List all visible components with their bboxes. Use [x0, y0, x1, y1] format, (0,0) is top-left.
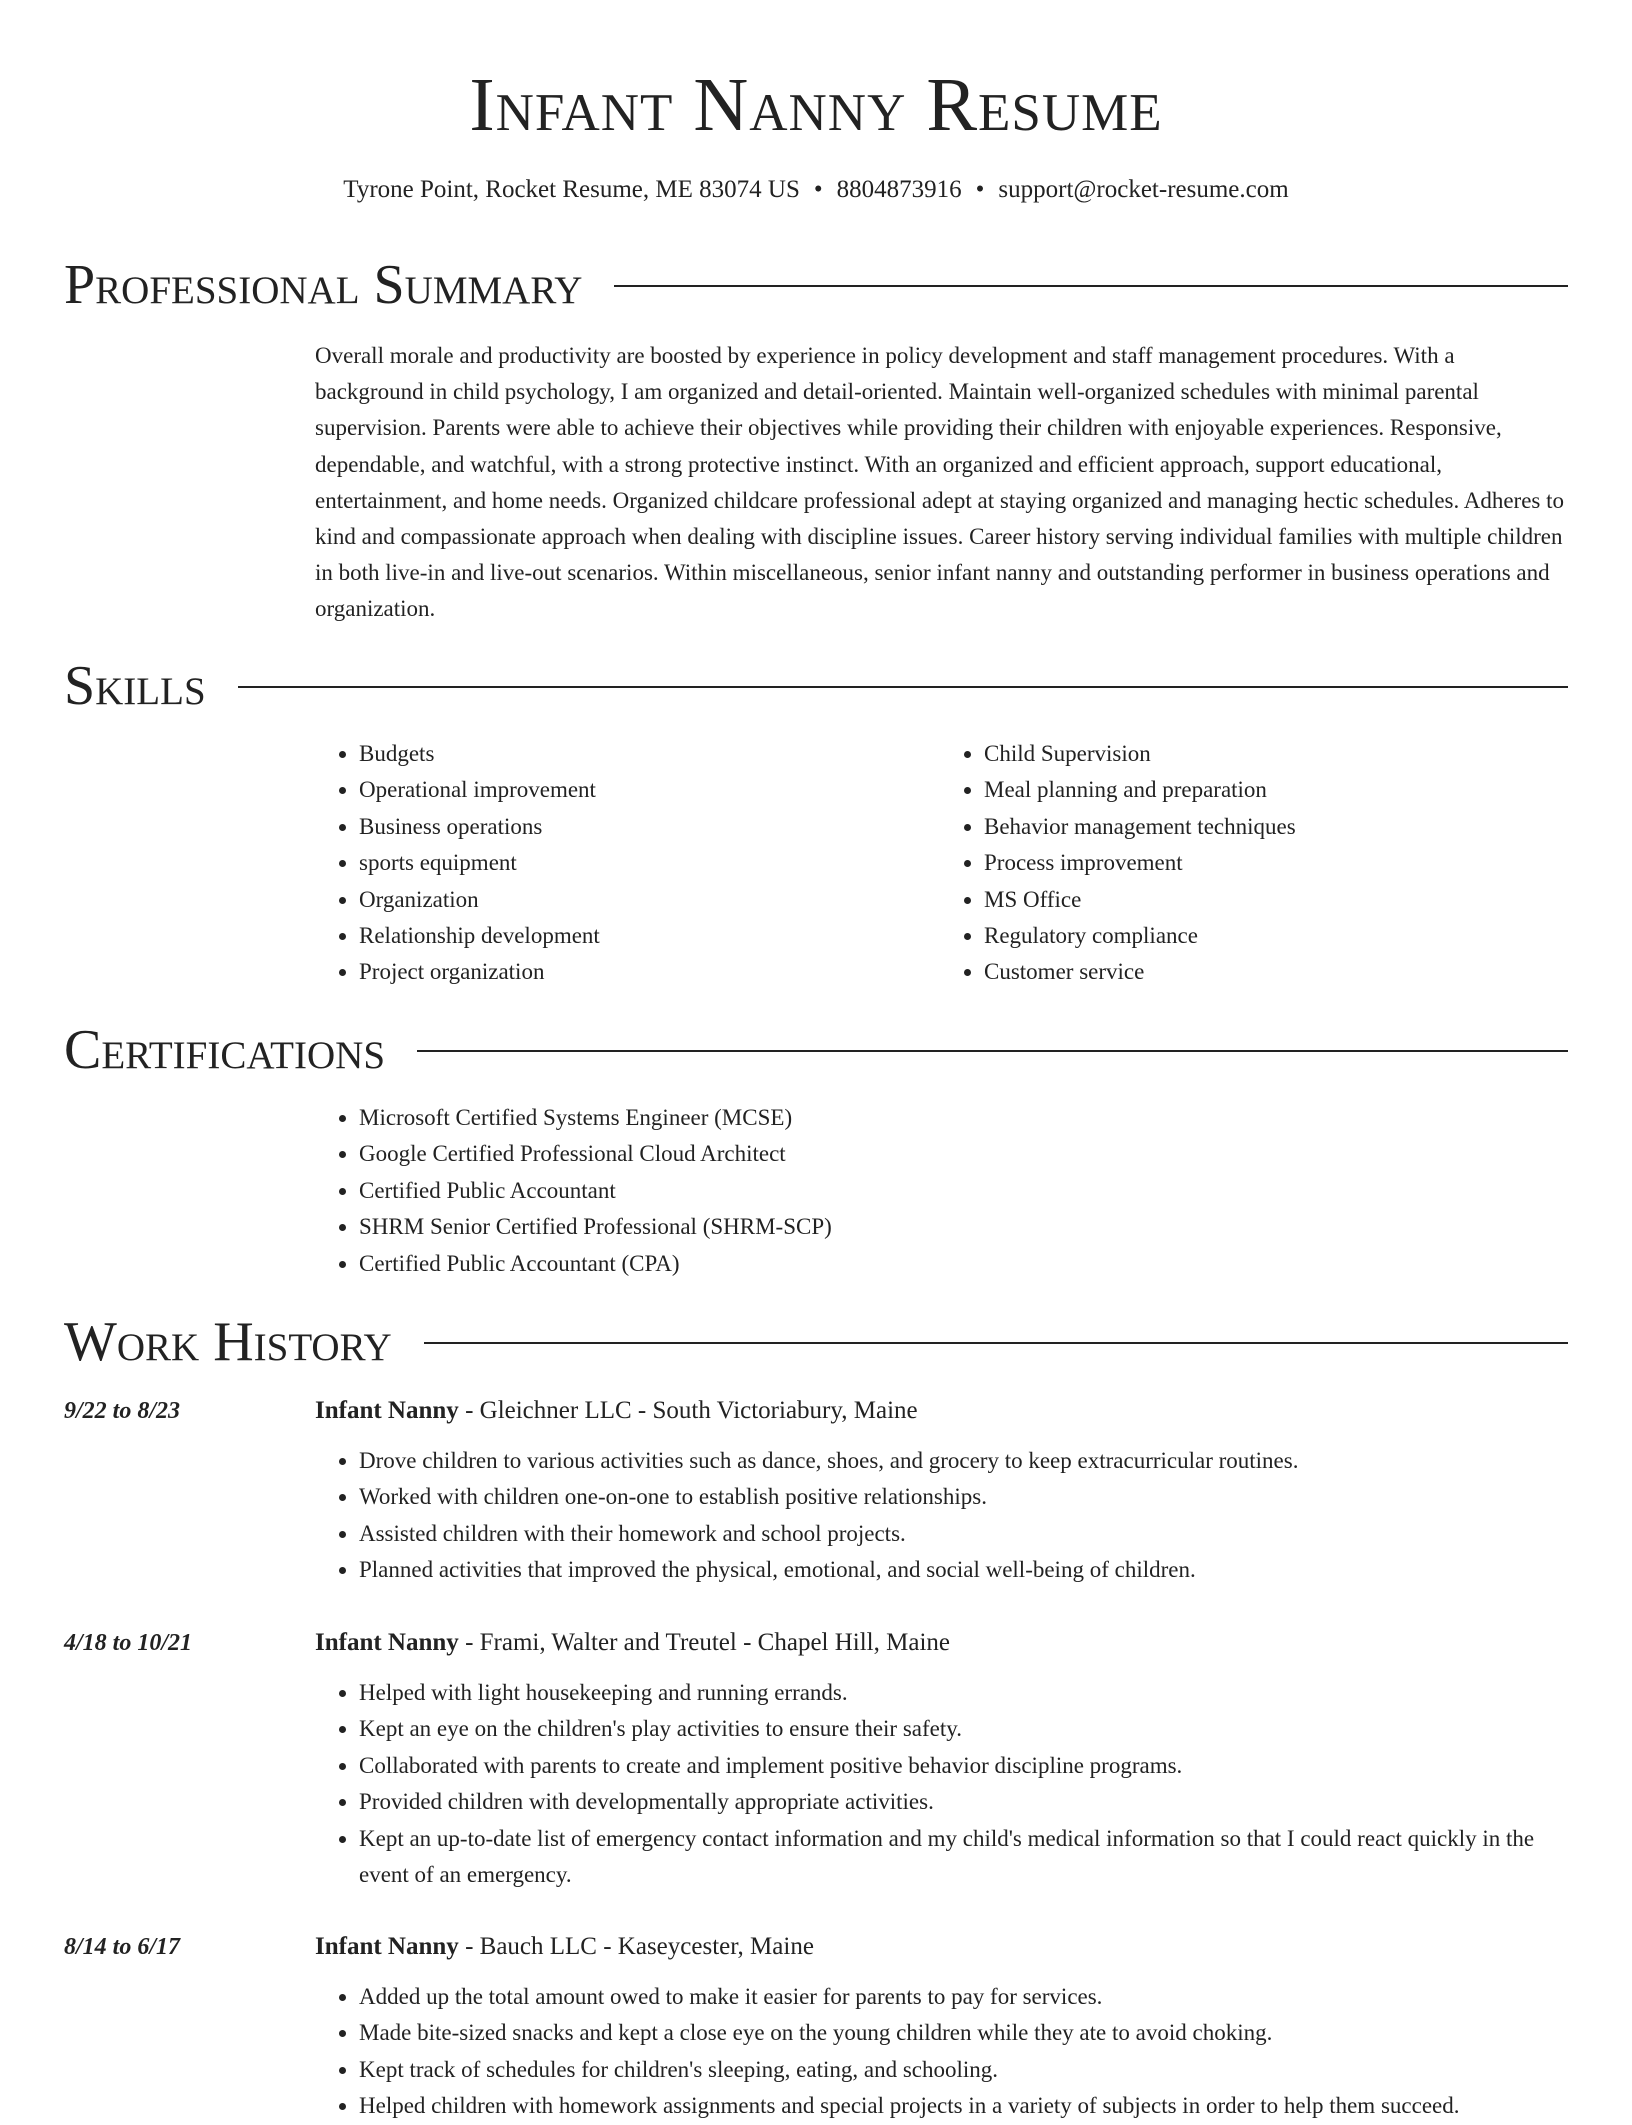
- skill-item: • sports equipment: [359, 845, 940, 881]
- certification-item: • Certified Public Accountant: [359, 1173, 1565, 1209]
- job-header: [64, 1929, 1568, 1965]
- section-divider: [238, 686, 1568, 688]
- skill-item: • Relationship development: [359, 918, 940, 954]
- job-title: Infant Nanny: [315, 1933, 459, 1960]
- job-duties-list: [315, 1675, 1568, 1893]
- certification-item: • Certified Public Accountant (CPA): [359, 1246, 1565, 1282]
- contact-separator: •: [813, 176, 823, 203]
- resume-title: Infant Nanny Resume: [469, 63, 1163, 147]
- job-title-line: [315, 1929, 814, 1965]
- job-duty: • Kept an eye on the children's play activities to ensure their safety.: [359, 1711, 1568, 1747]
- contact-separator: •: [975, 176, 985, 203]
- job-employer: - Bauch LLC - Kaseycester, Maine: [458, 1933, 814, 1960]
- contact-address: Tyrone Point, Rocket Resume, ME 83074 US: [343, 176, 800, 203]
- certifications-list: [315, 1100, 1565, 1282]
- job-header: [64, 1625, 1568, 1661]
- job-duties-list: [315, 1443, 1568, 1589]
- work-history-heading: Work History: [64, 1311, 392, 1373]
- job-duty: • Worked with children one-on-one to establish positive relationships.: [359, 1479, 1568, 1515]
- skill-item: • Business operations: [359, 809, 940, 845]
- job-duty: • Helped children with homework assignments and special projects in a variety of subjects in order to help them succeed.: [359, 2088, 1568, 2124]
- skill-item: • Project organization: [359, 954, 940, 990]
- skill-item: • Customer service: [984, 954, 1565, 990]
- certifications-section-header: [64, 1018, 1568, 1082]
- job-duty: • Provided children with developmentally appropriate activities.: [359, 1784, 1568, 1820]
- job-employer: - Gleichner LLC - South Victoriabury, Maine: [458, 1397, 918, 1424]
- job-duty: • Made bite-sized snacks and kept a close eye on the young children while they ate to avoid choking.: [359, 2015, 1568, 2051]
- job-header: [64, 1393, 1568, 1429]
- section-divider: [424, 1342, 1568, 1344]
- job-bullets: [315, 1675, 1568, 1893]
- job-employer: - Frami, Walter and Treutel - Chapel Hill, Maine: [458, 1629, 950, 1656]
- certifications-block: [315, 1100, 1565, 1282]
- skill-item: • Process improvement: [984, 845, 1565, 881]
- summary-heading: Professional Summary: [64, 254, 583, 316]
- skill-item: • Child Supervision: [984, 736, 1565, 772]
- job-title: Infant Nanny: [315, 1397, 459, 1424]
- skill-item: • Budgets: [359, 736, 940, 772]
- job-duty: • Collaborated with parents to create and implement positive behavior discipline programs.: [359, 1748, 1568, 1784]
- job-entry: [64, 1393, 1568, 1583]
- job-duties-list: [315, 1979, 1568, 2125]
- job-dates: 9/22 to 8/23: [64, 1398, 181, 1424]
- job-duty: • Helped with light housekeeping and running errands.: [359, 1675, 1568, 1711]
- skill-item: • MS Office: [984, 882, 1565, 918]
- job-duty: • Kept track of schedules for children's sleeping, eating, and schooling.: [359, 2052, 1568, 2088]
- job-bullets: [315, 1979, 1568, 2125]
- job-duty: • Drove children to various activities such as dance, shoes, and grocery to keep extracurricular routines.: [359, 1443, 1568, 1479]
- skills-columns: [315, 736, 1565, 991]
- job-duty: • Planned activities that improved the physical, emotional, and social well-being of children.: [359, 1552, 1568, 1588]
- job-entry: [64, 1929, 1568, 2119]
- job-dates: 8/14 to 6/17: [64, 1934, 181, 1960]
- job-title-line: [315, 1625, 950, 1661]
- contact-line: [0, 172, 1632, 208]
- skill-item: • Operational improvement: [359, 772, 940, 808]
- job-duty: • Assisted children with their homework and school projects.: [359, 1516, 1568, 1552]
- skill-item: • Regulatory compliance: [984, 918, 1565, 954]
- job-title: Infant Nanny: [315, 1629, 459, 1656]
- job-dates: 4/18 to 10/21: [64, 1630, 193, 1656]
- certifications-heading: Certifications: [64, 1019, 386, 1081]
- skills-heading: Skills: [64, 655, 206, 717]
- job-title-line: [315, 1393, 918, 1429]
- skills-list-right: [940, 736, 1565, 991]
- job-duty: • Added up the total amount owed to make it easier for parents to pay for services.: [359, 1979, 1568, 2015]
- section-divider: [614, 285, 1568, 287]
- certification-item: • SHRM Senior Certified Professional (SHRM-SCP): [359, 1209, 1565, 1245]
- job-entry: [64, 1625, 1568, 1888]
- certification-item: • Google Certified Professional Cloud Architect: [359, 1136, 1565, 1172]
- skill-item: • Organization: [359, 882, 940, 918]
- summary-section-header: [64, 253, 1568, 317]
- section-divider: [417, 1050, 1568, 1052]
- contact-email: support@rocket-resume.com: [998, 176, 1289, 203]
- contact-phone: 8804873916: [836, 176, 962, 203]
- summary-text: Overall morale and productivity are boosted by experience in policy development and staff management procedures. With a background in child psychology, I am organized and detail-oriented. Maintain well-organized schedules with minimal parental supervision. Parents were able to achieve their objectives while providing their children with enjoyable experiences. Responsive, dependable, and watchful, with a strong protective instinct. With an organized and efficient approach, support educational, entertainment, and home needs. Organized childcare professional adept at staying organized and managing hectic schedules. Adheres to kind and compassionate approach when dealing with discipline issues. Career history serving individual families with multiple children in both live-in and live-out scenarios. Within miscellaneous, senior infant nanny and outstanding performer in business operations and organization.: [315, 343, 1565, 622]
- certification-item: • Microsoft Certified Systems Engineer (MCSE): [359, 1100, 1565, 1136]
- skills-list-left: [315, 736, 940, 991]
- skills-section-header: [64, 654, 1568, 718]
- job-duty: • Kept an up-to-date list of emergency contact information and my child's medical information so that I could react quickly in the event of an emergency.: [359, 1821, 1568, 1894]
- skill-item: • Behavior management techniques: [984, 809, 1565, 845]
- job-bullets: [315, 1443, 1568, 1589]
- skill-item: • Meal planning and preparation: [984, 772, 1565, 808]
- work-history-section-header: [64, 1310, 1568, 1374]
